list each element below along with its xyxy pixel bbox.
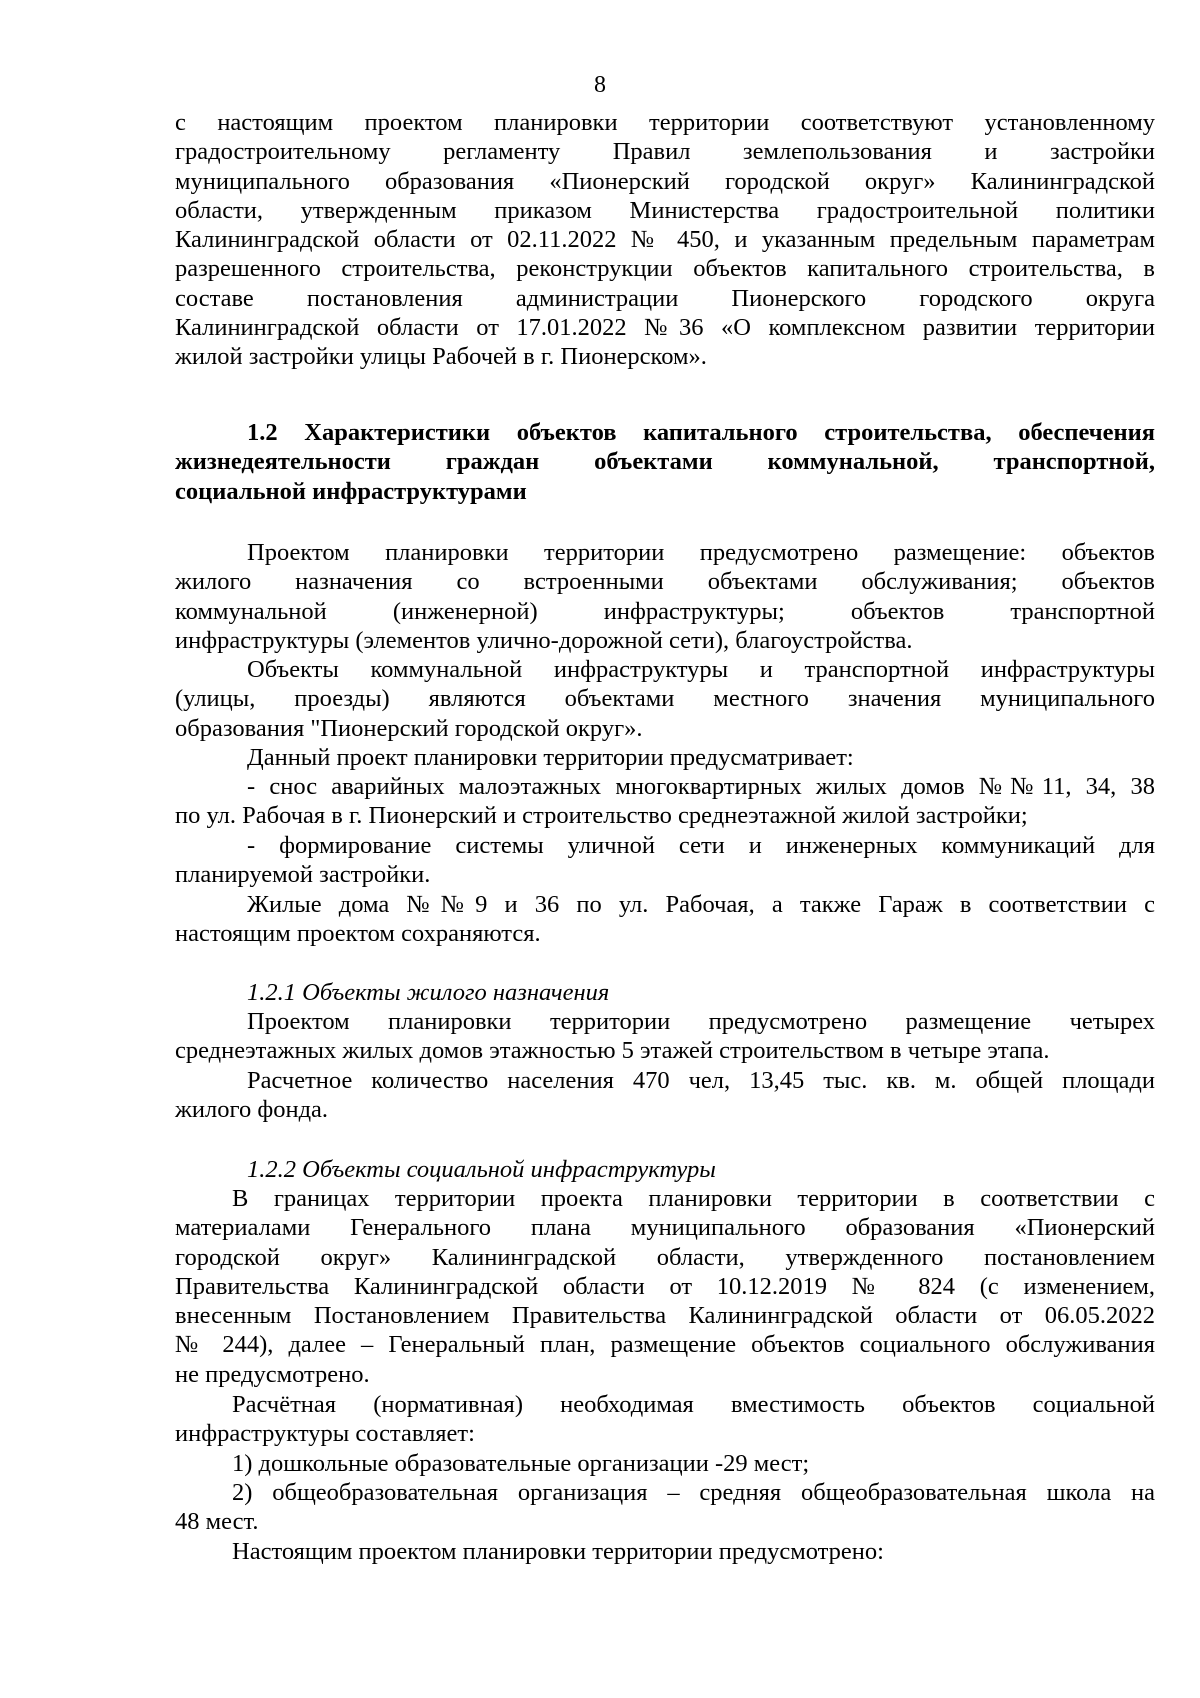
text-line: жилого назначения со встроенными объектами обслуживания; объектов [175, 568, 1155, 596]
section-heading [175, 418, 1155, 506]
text-line: В границах территории проекта планировки территории в соответствии с [232, 1185, 1155, 1212]
list-item [175, 831, 1155, 890]
list-item [175, 772, 1155, 831]
intro-paragraph [175, 108, 1155, 372]
text-line: 48 мест. [175, 1508, 259, 1536]
text-line: Расчетное количество населения 470 чел, 13,45 тыс. кв. м. общей площади [247, 1067, 1155, 1094]
list-item [175, 1478, 1155, 1537]
text-line: Настоящим проектом планировки территории предусмотрено: [232, 1538, 884, 1565]
text-line: муниципального образования «Пионерский городской округ» Калининградской [175, 167, 1155, 195]
text-line: области, утвержденным приказом Министерства градостроительной политики [175, 196, 1155, 224]
paragraph [175, 890, 1155, 949]
text-line: настоящим проектом сохраняются. [175, 920, 541, 948]
text-line: образования "Пионерский городской округ». [175, 714, 643, 742]
text-line: Жилые дома №№9 и 36 по ул. Рабочая, а также Гараж в соответствии с [247, 891, 1155, 918]
text-line: № 244), далее – Генеральный план, размещение объектов социального обслуживания [175, 1331, 1155, 1359]
text-line: градостроительному регламенту Правил землепользования и застройки [175, 138, 1155, 166]
text-line: Данный проект планировки территории предусматривает: [247, 744, 854, 771]
text-line: жилой застройки улицы Рабочей в г. Пионерском». [175, 343, 707, 371]
text-line: планируемой застройки. [175, 861, 431, 889]
text-line: Проектом планировки территории предусмотрено размещение: объектов [247, 539, 1155, 566]
text-line: разрешенного строительства, реконструкции объектов капитального строительства, в [175, 255, 1155, 283]
text-line: жилого фонда. [175, 1096, 329, 1124]
subsection-title-text: 1.2.1 Объекты жилого назначения [247, 979, 610, 1006]
page-number: 8 [594, 72, 606, 98]
text-line: Расчётная (нормативная) необходимая вместимость объектов социальной [232, 1391, 1155, 1418]
text-line: 2) общеобразовательная организация – средняя общеобразовательная школа на [232, 1479, 1155, 1506]
text-line: среднеэтажных жилых домов этажностью 5 этажей строительством в четыре этапа. [175, 1037, 1050, 1065]
paragraph [175, 538, 1155, 655]
text-line: - формирование системы уличной сети и инженерных коммуникаций для [247, 832, 1155, 859]
heading-line: социальной инфраструктурами [175, 477, 527, 505]
text-line: 1) дошкольные образовательные организации -29 мест; [232, 1450, 810, 1477]
text-line: по ул. Рабочая в г. Пионерский и строительство среднеэтажной жилой застройки; [175, 802, 1028, 830]
paragraph [175, 1390, 1155, 1449]
text-line: составе постановления администрации Пионерского городского округа [175, 284, 1155, 312]
paragraph [175, 1537, 1155, 1566]
text-line: - снос аварийных малоэтажных многоквартирных жилых домов №№11, 34, 38 [247, 773, 1155, 800]
text-line: инфраструктуры (элементов улично-дорожной сети), благоустройства. [175, 626, 913, 654]
paragraph [175, 743, 1155, 772]
subsection-title [175, 1155, 1155, 1184]
list-item [175, 1449, 1155, 1478]
text-line: Проектом планировки территории предусмотрено размещение четырех [247, 1008, 1155, 1035]
subsection-title-text: 1.2.2 Объекты социальной инфраструктуры [247, 1156, 716, 1183]
subsection-title [175, 978, 1155, 1007]
paragraph [175, 1066, 1155, 1125]
text-line: Объекты коммунальной инфраструктуры и транспортной инфраструктуры [247, 656, 1155, 683]
text-line: с настоящим проектом планировки территории соответствуют установленному [175, 109, 1155, 136]
text-line: Правительства Калининградской области от 10.12.2019 № 824 (с изменением, [175, 1272, 1155, 1300]
paragraph [175, 655, 1155, 743]
text-line: (улицы, проезды) являются объектами местного значения муниципального [175, 685, 1155, 713]
heading-line: 1.2 Характеристики объектов капитального строительства, обеспечения [247, 419, 1155, 446]
text-line: внесенным Постановлением Правительства Калининградской области от 06.05.2022 [175, 1302, 1155, 1330]
text-line: городской округ» Калининградской области, утвержденного постановлением [175, 1243, 1155, 1271]
text-line: материалами Генерального плана муниципального образования «Пионерский [175, 1214, 1155, 1242]
text-line: коммунальной (инженерной) инфраструктуры; объектов транспортной [175, 597, 1155, 625]
text-line: не предусмотрено. [175, 1360, 370, 1388]
text-line: Калининградской области от 02.11.2022 № 450, и указанным предельным параметрам [175, 226, 1155, 254]
heading-line: жизнедеятельности граждан объектами коммунальной, транспортной, [175, 448, 1155, 476]
paragraph [175, 1184, 1155, 1389]
text-line: инфраструктуры составляет: [175, 1420, 475, 1448]
text-line: Калининградской области от 17.01.2022 №36 «О комплексном развитии территории [175, 314, 1155, 342]
paragraph [175, 1007, 1155, 1066]
